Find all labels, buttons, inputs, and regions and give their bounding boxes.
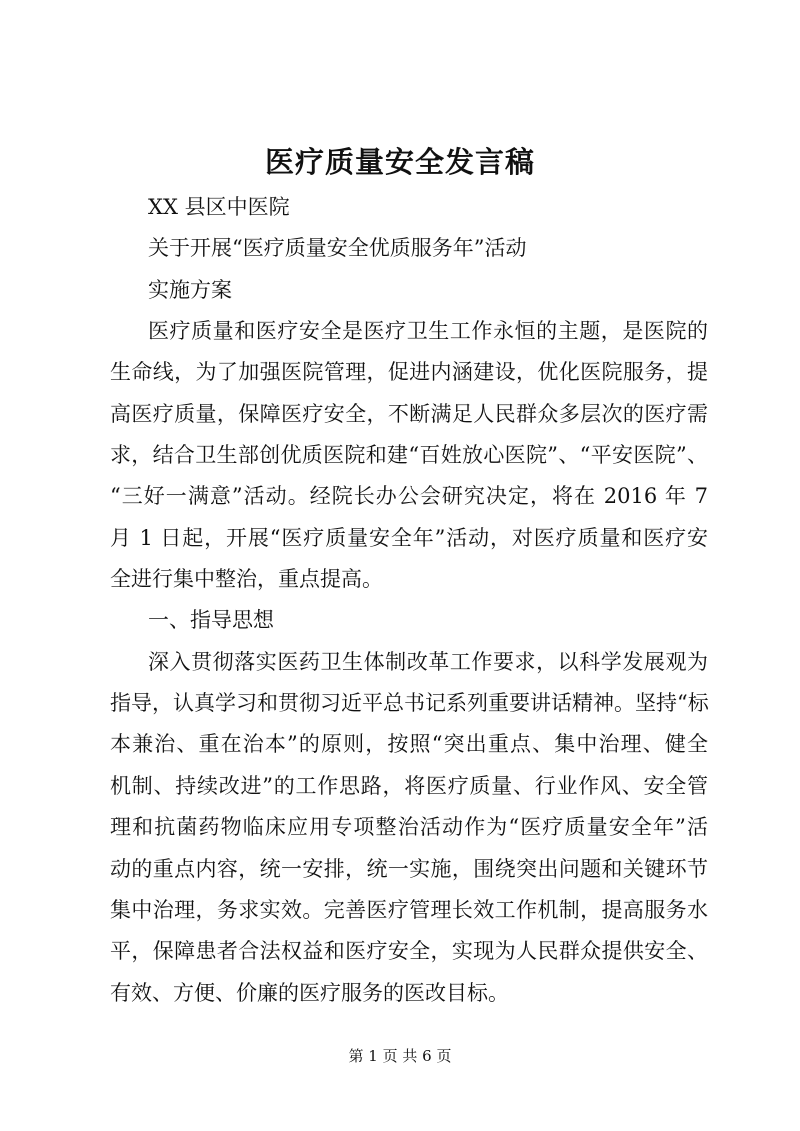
paragraph-line: 平，保障患者合法权益和医疗安全，实现为人民群众提供安全、 (110, 939, 708, 964)
paragraph-line: 机制、持续改进”的工作思路，将医疗质量、行业作风、安全管 (110, 773, 708, 798)
paragraph-line: 有效、方便、价廉的医疗服务的医改目标。 (110, 980, 509, 1005)
section-heading: 一、指导思想 (148, 608, 274, 633)
paragraph-line: 本兼治、重在治本”的原则，按照“突出重点、集中治理、健全 (110, 732, 708, 757)
paragraph-line: “三好一满意”活动。经院长办公会研究决定，将在 2016 年 7 (110, 484, 708, 509)
plan-line: 实施方案 (148, 277, 232, 302)
paragraph-line: 医疗质量和医疗安全是医疗卫生工作永恒的主题，是医院的 (148, 319, 708, 344)
paragraph-line: 集中治理，务求实效。完善医疗管理长效工作机制，提高服务水 (110, 897, 708, 922)
paragraph-line: 全进行集中整治，重点提高。 (110, 567, 383, 592)
paragraph-line: 求，结合卫生部创优质医院和建“百姓放心医院”、“平安医院”、 (110, 443, 708, 468)
paragraph-line: 动的重点内容，统一安排，统一实施，围绕突出问题和关键环节 (110, 856, 708, 881)
paragraph-line: 指导，认真学习和贯彻习近平总书记系列重要讲话精神。坚持“标 (110, 691, 709, 716)
paragraph-line: 深入贯彻落实医药卫生体制改革工作要求，以科学发展观为 (148, 649, 708, 674)
org-line: XX 县区中医院 (148, 195, 290, 219)
paragraph-line: 月 1 日起，开展“医疗质量安全年”活动，对医疗质量和医疗安 (110, 525, 708, 550)
paragraph-line: 生命线，为了加强医院管理，促进内涵建设，优化医院服务，提 (110, 360, 708, 385)
activity-line: 关于开展“医疗质量安全优质服务年”活动 (148, 236, 527, 261)
document-title: 医疗质量安全发言稿 (264, 145, 535, 179)
paragraph-line: 理和抗菌药物临床应用专项整治活动作为“医疗质量安全年”活 (110, 815, 708, 840)
page-footer: 第 1 页 共 6 页 (348, 1047, 452, 1065)
paragraph-line: 高医疗质量，保障医疗安全，不断满足人民群众多层次的医疗需 (110, 401, 708, 426)
document-body (110, 187, 708, 1014)
